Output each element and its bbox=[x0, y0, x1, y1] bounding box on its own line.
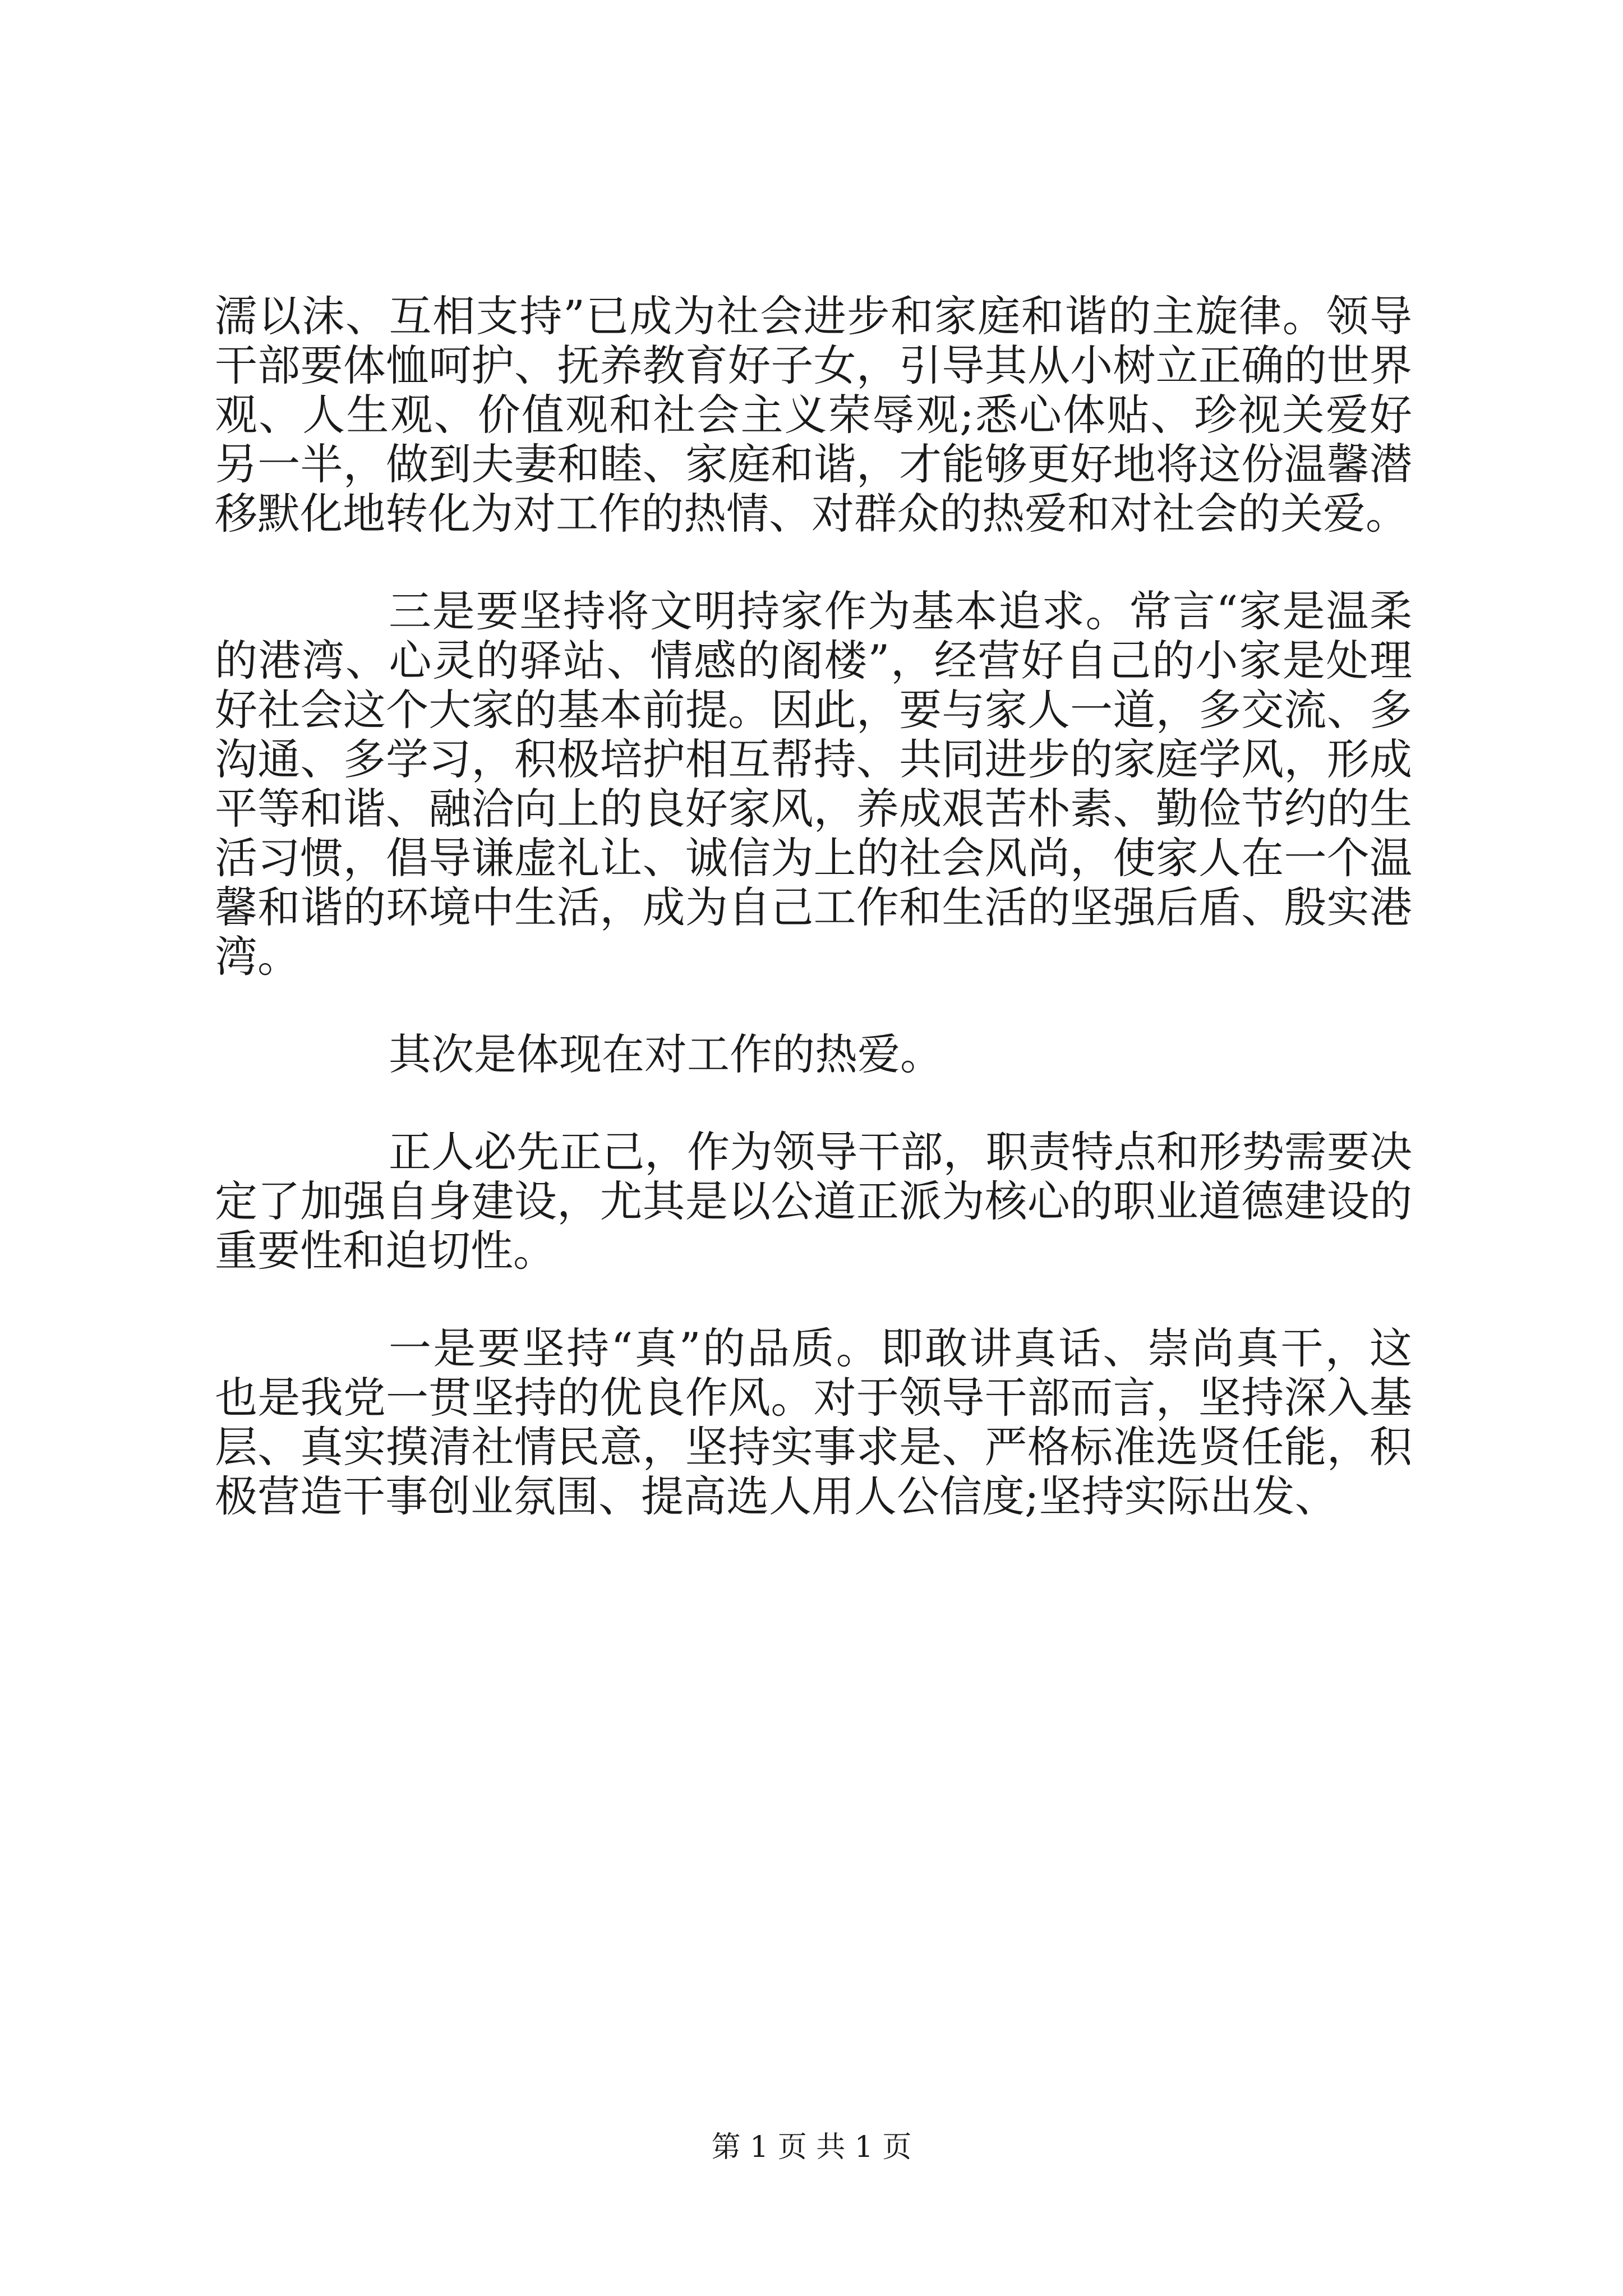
page-footer: 第 1 页 共 1 页 bbox=[711, 2131, 912, 2164]
paragraph-civilized-family: 三是要坚持将文明持家作为基本追求。常言“家是温柔的港湾、心灵的驿站、情感的阁楼”，经营好自己的小家是处理好社会这个大家的基本前提。因此，要与家人一道，多交流、多沟通、多学习，积极培护相互帮持、共同进步的家庭学风，形成平等和谐、融洽向上的良好家风，养成艰苦朴素、勤俭节约的生活习惯，倡导谦虚礼让、诚信为上的社会风尚，使家人在一个温馨和谐的环境中生活，成为自己工作和生活的坚强后盾、殷实港湾。 bbox=[215, 586, 1412, 982]
paragraph-continuation: 濡以沫、互相支持”已成为社会进步和家庭和谐的主旋律。领导干部要体恤呵护、抚养教育好子女，引导其从小树立正确的世界观、人生观、价值观和社会主义荣辱观;悉心体贴、珍视关爱好另一半，做到夫妻和睦、家庭和谐，才能够更好地将这份温馨潜移默化地转化为对工作的热情、对群众的热爱和对社会的关爱。 bbox=[215, 291, 1412, 539]
paragraph-love-of-work: 其次是体现在对工作的热爱。 bbox=[389, 1029, 943, 1079]
paragraph-truth-quality: 一是要坚持“真”的品质。即敢讲真话、崇尚真干，这也是我党一贯坚持的优良作风。对于领导干部而言，坚持深入基层、真实摸清社情民意，坚持实事求是、严格标准选贤任能，积极营造干事创业氛围、提高选人用人公信度;坚持实际出发、 bbox=[215, 1323, 1412, 1521]
document-body bbox=[215, 292, 1412, 1570]
paragraph-self-discipline: 正人必先正己，作为领导干部，职责特点和形势需要决定了加强自身建设，尤其是以公道正派为核心的职业道德建设的重要性和迫切性。 bbox=[215, 1127, 1412, 1276]
